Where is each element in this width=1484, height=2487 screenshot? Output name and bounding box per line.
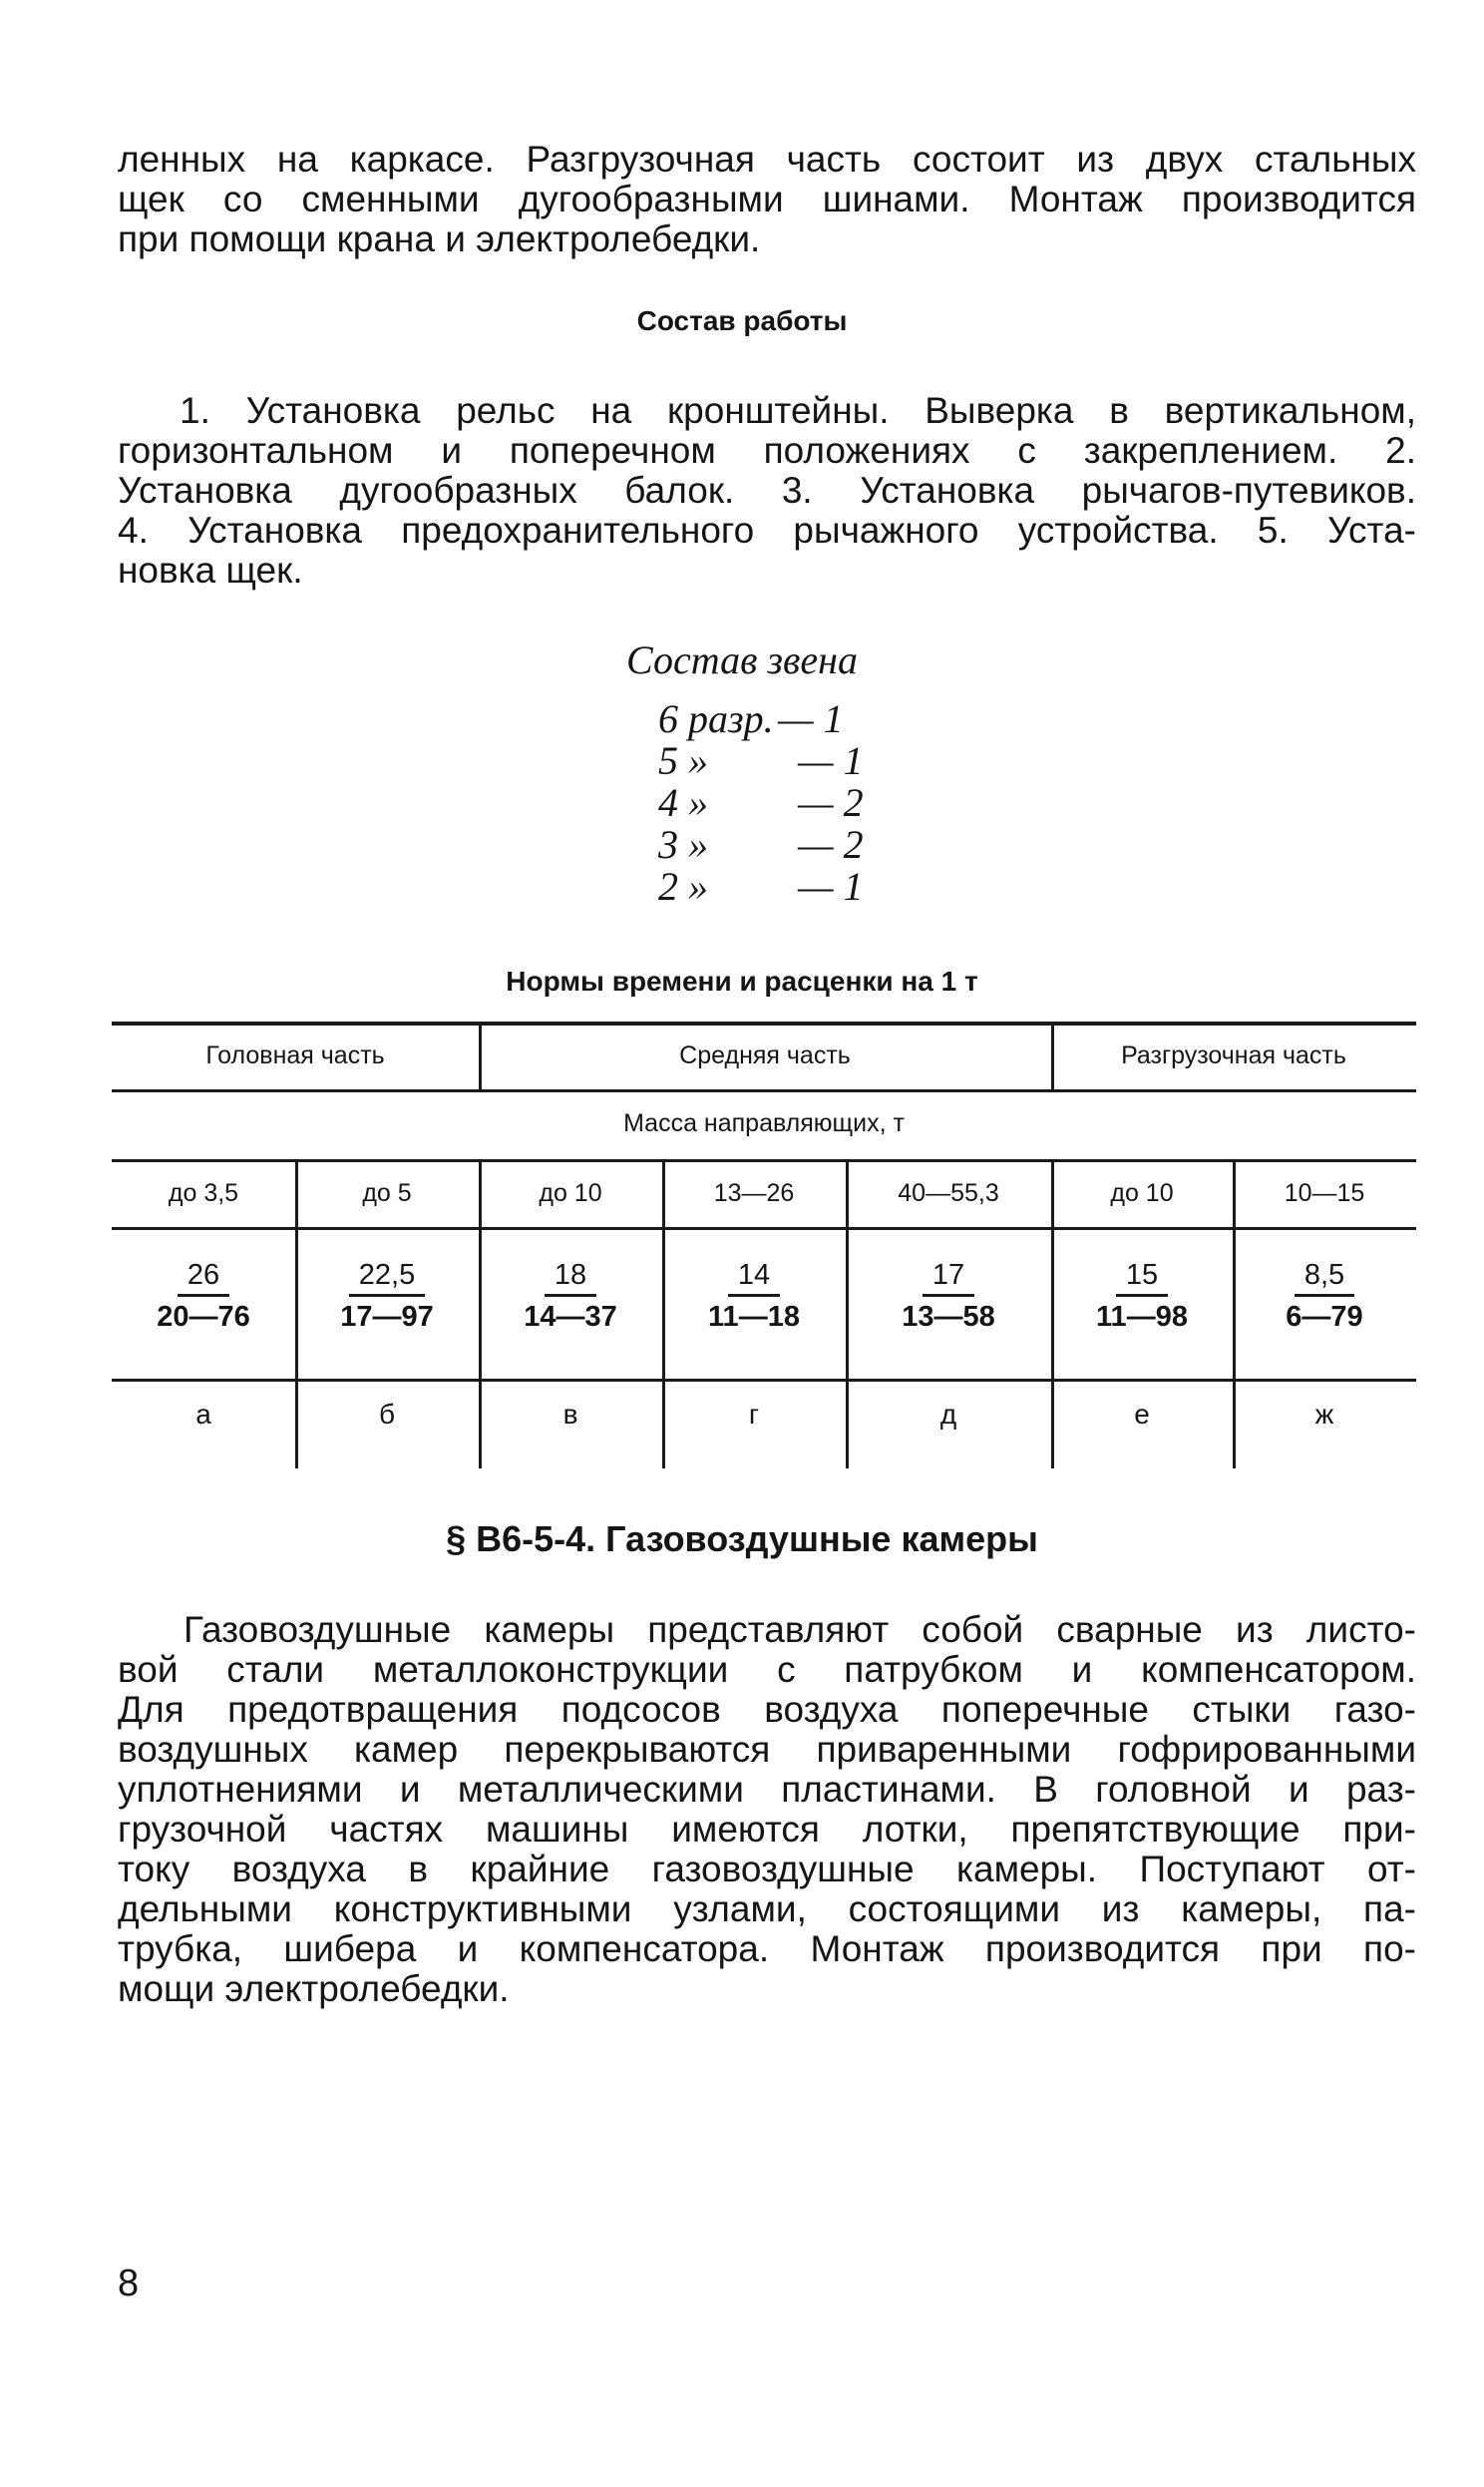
body-line: дельными конструктивными узлами, состоящими из камеры, па- [118, 1888, 1416, 1929]
table-rule [112, 1159, 1416, 1162]
intro-paragraph [118, 140, 1416, 259]
crew-grade: 2 » [658, 864, 708, 909]
work-line: Установка дугообразных балок. 3. Установка рычагов-путевиков. [118, 470, 1416, 511]
table-rule [112, 1089, 1416, 1092]
norms-heading: Нормы времени и расценки на 1 т [506, 966, 978, 997]
price-rate: 13—58 [902, 1301, 995, 1333]
crew-list [658, 698, 918, 908]
intro-line: щек со сменными дугообразными шинами. Монтаж производится [118, 179, 1416, 219]
column-letter: д [939, 1399, 957, 1430]
body-line: трубка, шибера и компенсатора. Монтаж производится при по- [118, 1928, 1416, 1969]
crew-grade: 5 » [658, 738, 708, 783]
body-paragraph [118, 1610, 1416, 2009]
table-rule-top [112, 1022, 1416, 1026]
price-rate: 11—98 [1096, 1301, 1188, 1333]
time-norm: 8,5 [1295, 1259, 1354, 1297]
crew-grade: 3 » [658, 822, 708, 867]
price-rate: 20—76 [157, 1301, 250, 1333]
column-letter: г [748, 1399, 760, 1430]
norm-value [662, 1259, 846, 1334]
work-paragraph [118, 391, 1416, 591]
body-line: уплотнениями и металлическими пластинами. В головной и раз- [118, 1769, 1416, 1810]
range-cell: до 10 [539, 1179, 602, 1207]
body-line: вой стали металлоконструкции с патрубком и компенсатором. [118, 1649, 1416, 1690]
intro-line: при помощи крана и электролебедки. [118, 218, 761, 259]
norm-value [295, 1259, 479, 1334]
column-letter: е [1134, 1399, 1150, 1430]
crew-count: — 1 [798, 738, 864, 783]
range-cell: до 10 [1110, 1179, 1174, 1207]
work-line: 1. Установка рельс на кронштейны. Выверка в вертикальном, [180, 390, 1416, 431]
work-heading: Состав работы [636, 305, 848, 336]
group-header: Разгрузочная часть [1121, 1041, 1346, 1069]
norm-value [112, 1259, 295, 1334]
page-number: 8 [118, 2263, 140, 2304]
section-title: § В6-5-4. Газовоздушные камеры [446, 1518, 1038, 1559]
work-line: 4. Установка предохранительного рычажного устройства. 5. Уста- [118, 510, 1416, 551]
crew-count: — 1 [778, 696, 844, 741]
column-letter: а [195, 1399, 211, 1430]
column-letter: в [562, 1399, 578, 1430]
price-rate: 6—79 [1286, 1301, 1363, 1333]
price-rate: 11—18 [708, 1301, 800, 1333]
crew-count: — 2 [798, 780, 864, 825]
body-line: Для предотвращения подсосов воздуха поперечные стыки газо- [118, 1689, 1416, 1730]
time-norm: 17 [923, 1259, 974, 1297]
body-line: мощи электролебедки. [118, 1968, 510, 2009]
crew-row [658, 866, 918, 908]
column-letter: ж [1314, 1399, 1334, 1430]
crew-grade: 4 » [658, 780, 708, 825]
time-norm: 22,5 [349, 1259, 425, 1297]
crew-row [658, 740, 918, 782]
norm-value [479, 1259, 662, 1334]
range-cell: 10—15 [1284, 1179, 1365, 1207]
range-cell: до 5 [362, 1179, 412, 1207]
norm-value [1051, 1259, 1233, 1334]
time-norm: 14 [728, 1259, 780, 1297]
norm-value [1233, 1259, 1416, 1334]
crew-row [658, 698, 918, 740]
table-rule [112, 1227, 1416, 1230]
intro-line: ленных на каркасе. Разгрузочная часть состоит из двух стальных [118, 139, 1416, 180]
crew-row [658, 782, 918, 824]
crew-count: — 2 [798, 822, 864, 867]
price-rate: 17—97 [340, 1301, 434, 1333]
range-cell: до 3,5 [168, 1179, 239, 1207]
crew-row [658, 824, 918, 866]
crew-grade: 6 разр. [658, 696, 774, 741]
crew-title: Состав звена [625, 637, 858, 682]
column-letter: б [378, 1399, 396, 1430]
time-norm: 15 [1116, 1259, 1168, 1297]
time-norm: 18 [545, 1259, 596, 1297]
range-cell: 13—26 [713, 1179, 795, 1207]
body-line: Газовоздушные камеры представляют собой сварные из листо- [184, 1609, 1416, 1650]
price-rate: 14—37 [524, 1301, 617, 1333]
group-header: Головная часть [205, 1041, 385, 1069]
work-line: горизонтальном и поперечном положениях с закреплением. 2. [118, 430, 1416, 471]
body-line: грузочной частях машины имеются лотки, препятствующие при- [118, 1809, 1416, 1850]
time-norm: 26 [178, 1259, 229, 1297]
range-cell: 40—55,3 [898, 1179, 999, 1207]
crew-count: — 1 [798, 864, 864, 909]
body-line: току воздуха в крайние газовоздушные камеры. Поступают от- [118, 1849, 1416, 1889]
mass-subheader: Масса направляющих, т [623, 1109, 905, 1137]
work-line: новка щек. [118, 550, 303, 591]
body-line: воздушных камер перекрываются приваренными гофрированными [118, 1729, 1416, 1770]
norm-value [846, 1259, 1051, 1334]
table-rule [112, 1379, 1416, 1382]
group-header: Средняя часть [679, 1041, 851, 1069]
